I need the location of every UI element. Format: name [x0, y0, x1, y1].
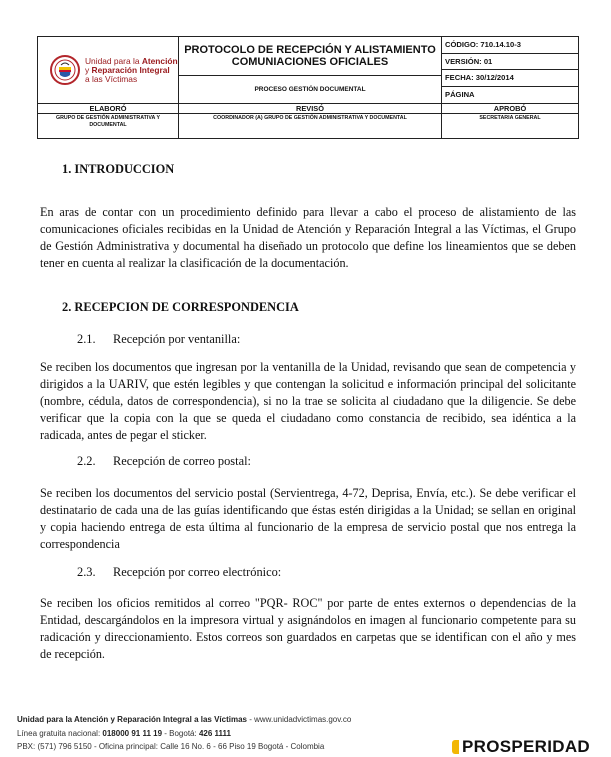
footer-website: - www.unidadvictimas.gov.co: [247, 715, 352, 724]
subheading-number: 2.2.: [77, 454, 96, 468]
paragraph-correo-electronico: Se reciben los oficios remitidos al correo "PQR- ROC" por parte de entes externos o dependencias de la Entidad, descargándolos en la impresora virtual y asignándolos en imagen al funcionario competente para su radicación y direccionamiento. Estos correos son guardados en carpetas que se identifican con el año y mes de recepción.: [40, 596, 576, 662]
prosperidad-text: PROSPERIDAD: [462, 737, 590, 756]
footer-bogota-number: 426 1111: [198, 728, 231, 738]
subheading-number: 2.1.: [77, 332, 96, 346]
title-cell: [179, 37, 442, 104]
unidad-victimas-logo: [38, 55, 178, 85]
role-aprobo: APROBÓ: [442, 104, 579, 114]
process-name: PROCESO GESTIÓN DOCUMENTAL: [254, 86, 366, 93]
colombia-seal-icon: [50, 55, 80, 85]
prosperidad-mark-icon: [452, 740, 459, 754]
document-version: VERSIÓN: 01: [442, 54, 578, 71]
document-date: FECHA: 30/12/2014: [442, 70, 578, 87]
document-code: CÓDIGO: 710.14.10-3: [442, 37, 578, 54]
subheading-title: Recepción de correo postal:: [113, 454, 251, 468]
subheading-ventanilla: [77, 332, 240, 347]
page-footer: [17, 713, 351, 754]
signer-aprobo: SECRETARIA GENERAL: [442, 114, 579, 139]
paragraph-introduccion: En aras de contar con un procedimiento definido para llevar a cabo el proceso de alistamiento de las comunicaciones oficiales recibidas en la Unidad de Atención y Reparación Integral a las Víctimas, el Grupo de Gestión Administrativa y documental ha diseñado un protocolo que define los lineamientos que se deben tener en cuenta al realizar la clasificación de la documentación.: [40, 205, 576, 271]
document-header-table: [37, 36, 579, 139]
logo-line3: a las Víctimas: [85, 73, 138, 84]
role-reviso: REVISÓ: [179, 104, 442, 114]
meta-cell: [442, 37, 579, 104]
footer-hotline-number: 018000 91 11 19: [102, 728, 163, 738]
paragraph-ventanilla: Se reciben los documentos que ingresan por la ventanilla de la Unidad, revisando que sean de competencia y dirigidos a la UARIV, que estén legibles y que contengan la solicitud e información principal del solicitante (nombre, cédula, datos de correspondencia), si no la trae se solicita al ciudadano que la diligencie. Se debe verificar que la copia con la que se queda el ciudadano como constancia de recibido, sea idéntica a la radicada, antes de pegar el sticker.: [40, 360, 576, 443]
paragraph-correo-postal: Se reciben los documentos del servicio postal (Servientrega, 4-72, Deprisa, Envía, etc.). Se debe verificar el destinatario de cada una de las guías identificando que éstas estén dirigidas a la Unidad; se sellan en original y copia haciendo entrega de esta última al funcionario de la empresa de servicio postal que nos entrega la correspondencia: [40, 486, 576, 552]
signer-elaboro: GRUPO DE GESTIÓN ADMINISTRATIVA Y DOCUMENTAL: [38, 114, 179, 139]
document-page: PÁGINA: [445, 89, 475, 99]
footer-address: PBX: (571) 796 5150 - Oficina principal: Calle 16 No. 6 - 66 Piso 19 Bogotá - Colombia: [17, 742, 325, 751]
logo-line1-bold: Atención: [141, 55, 178, 66]
logo-line2-bold: Reparación Integral: [91, 64, 170, 75]
subheading-number: 2.3.: [77, 565, 96, 579]
heading-recepcion: 2. RECEPCION DE CORRESPONDENCIA: [62, 300, 299, 314]
subheading-correo-postal: [77, 454, 251, 469]
footer-hotline-label: Línea gratuita nacional:: [17, 728, 103, 738]
heading-introduccion: 1. INTRODUCCION: [62, 162, 175, 176]
logo-line1: Unidad para la: [85, 55, 142, 66]
footer-entity-name: Unidad para la Atención y Reparación Integral a las Víctimas: [17, 715, 247, 724]
footer-bogota-label: - Bogotá:: [162, 728, 199, 738]
subheading-title: Recepción por ventanilla:: [113, 332, 241, 346]
subheading-correo-electronico: [77, 565, 281, 580]
logo-text: [85, 57, 178, 84]
prosperidad-logo: [452, 737, 590, 757]
role-elaboro: ELABORÓ: [38, 104, 179, 114]
document-title: PROTOCOLO DE RECEPCIÓN Y ALISTAMIENTO COMUNIACIONES OFICIALES: [179, 37, 441, 76]
logo-cell: [38, 37, 179, 104]
subheading-title: Recepción por correo electrónico:: [113, 565, 282, 579]
signer-reviso: COORDINADOR (A) GRUPO DE GESTIÓN ADMINISTRATIVA Y DOCUMENTAL: [179, 114, 442, 139]
logo-line2: y: [85, 64, 92, 75]
